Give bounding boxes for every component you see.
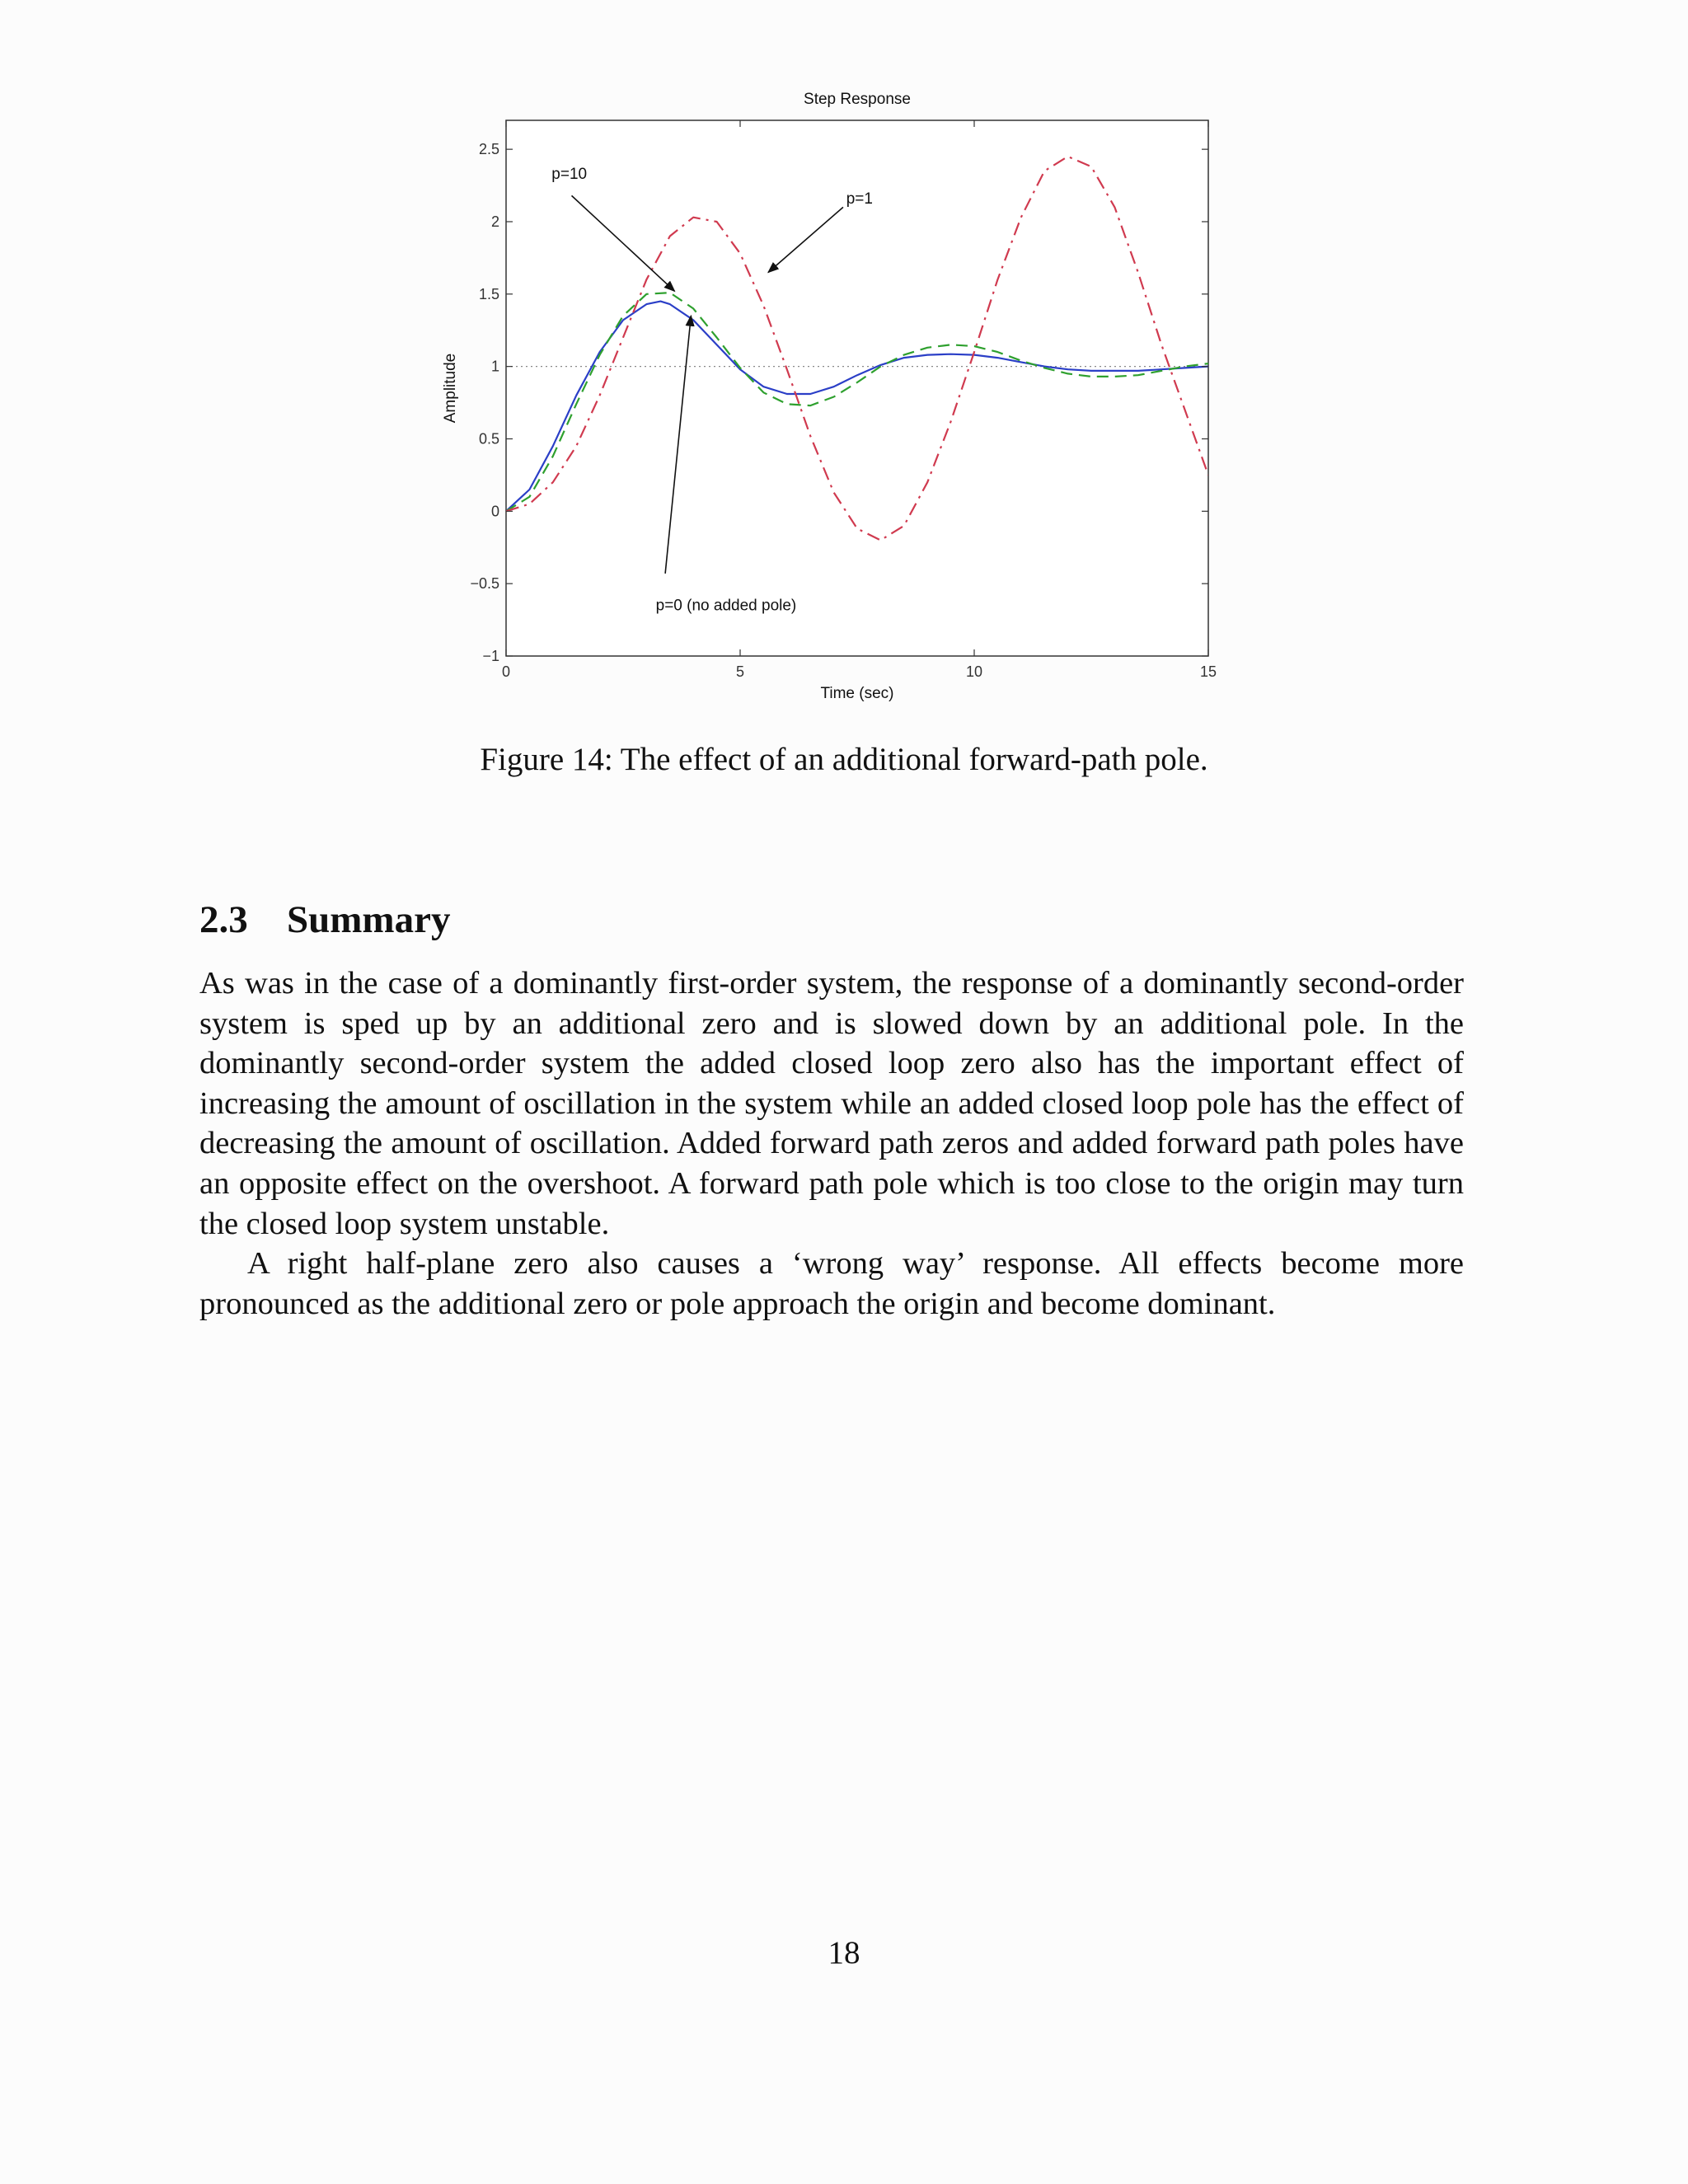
step-response-chart [0, 0, 1688, 725]
figure-caption: Figure 14: The effect of an additional forward-path pole. [480, 742, 1208, 777]
y-tick-label: 0.5 [478, 430, 499, 448]
annotation-label-2: p=1 [846, 190, 873, 208]
section-body [199, 963, 1464, 1324]
page-number: 18 [828, 1935, 860, 1971]
y-tick-label: 2 [490, 213, 499, 230]
section-number: 2.3 [199, 898, 248, 941]
section-title: Summary [287, 898, 451, 941]
annotation-label-1: p=10 [551, 166, 588, 183]
y-tick-label: 1 [490, 358, 499, 375]
y-axis-label: Amplitude [442, 353, 459, 424]
y-tick-label: 1.5 [478, 285, 499, 302]
annotation-label-3: p=0 (no added pole) [655, 597, 797, 615]
paragraph-1: As was in the case of a dominantly first-order system, the response of a dominantly second-order system is sped up by an additional zero and is slowed down by an additional pole. In the dominantly second-order system the added closed loop zero also has the important effect of increasing the amount of oscillation in the system while an added closed loop pole has the effect of decreasing the amount of oscillation. Added forward path zeros and added forward path poles have an opposite effect on the overshoot. A forward path pole which is too close to the origin may turn the closed loop system unstable. [199, 966, 1464, 1241]
x-tick-label: 10 [965, 663, 983, 680]
x-tick-label: 15 [1199, 663, 1217, 680]
y-tick-label: −1 [482, 648, 499, 664]
x-tick-label: 5 [735, 663, 745, 680]
chart-title: Step Response [804, 91, 911, 108]
x-axis-label: Time (sec) [820, 685, 894, 702]
section-heading [199, 897, 450, 943]
paragraph-2: A right half-plane zero also causes a ‘wrong way’ response. All effects become more pronounced as the additional zero or pole approach the origin and become dominant. [199, 1246, 1464, 1321]
y-tick-label: 0 [490, 503, 499, 520]
x-tick-label: 0 [501, 663, 511, 680]
y-tick-label: −0.5 [470, 575, 499, 593]
y-tick-label: 2.5 [478, 141, 499, 158]
